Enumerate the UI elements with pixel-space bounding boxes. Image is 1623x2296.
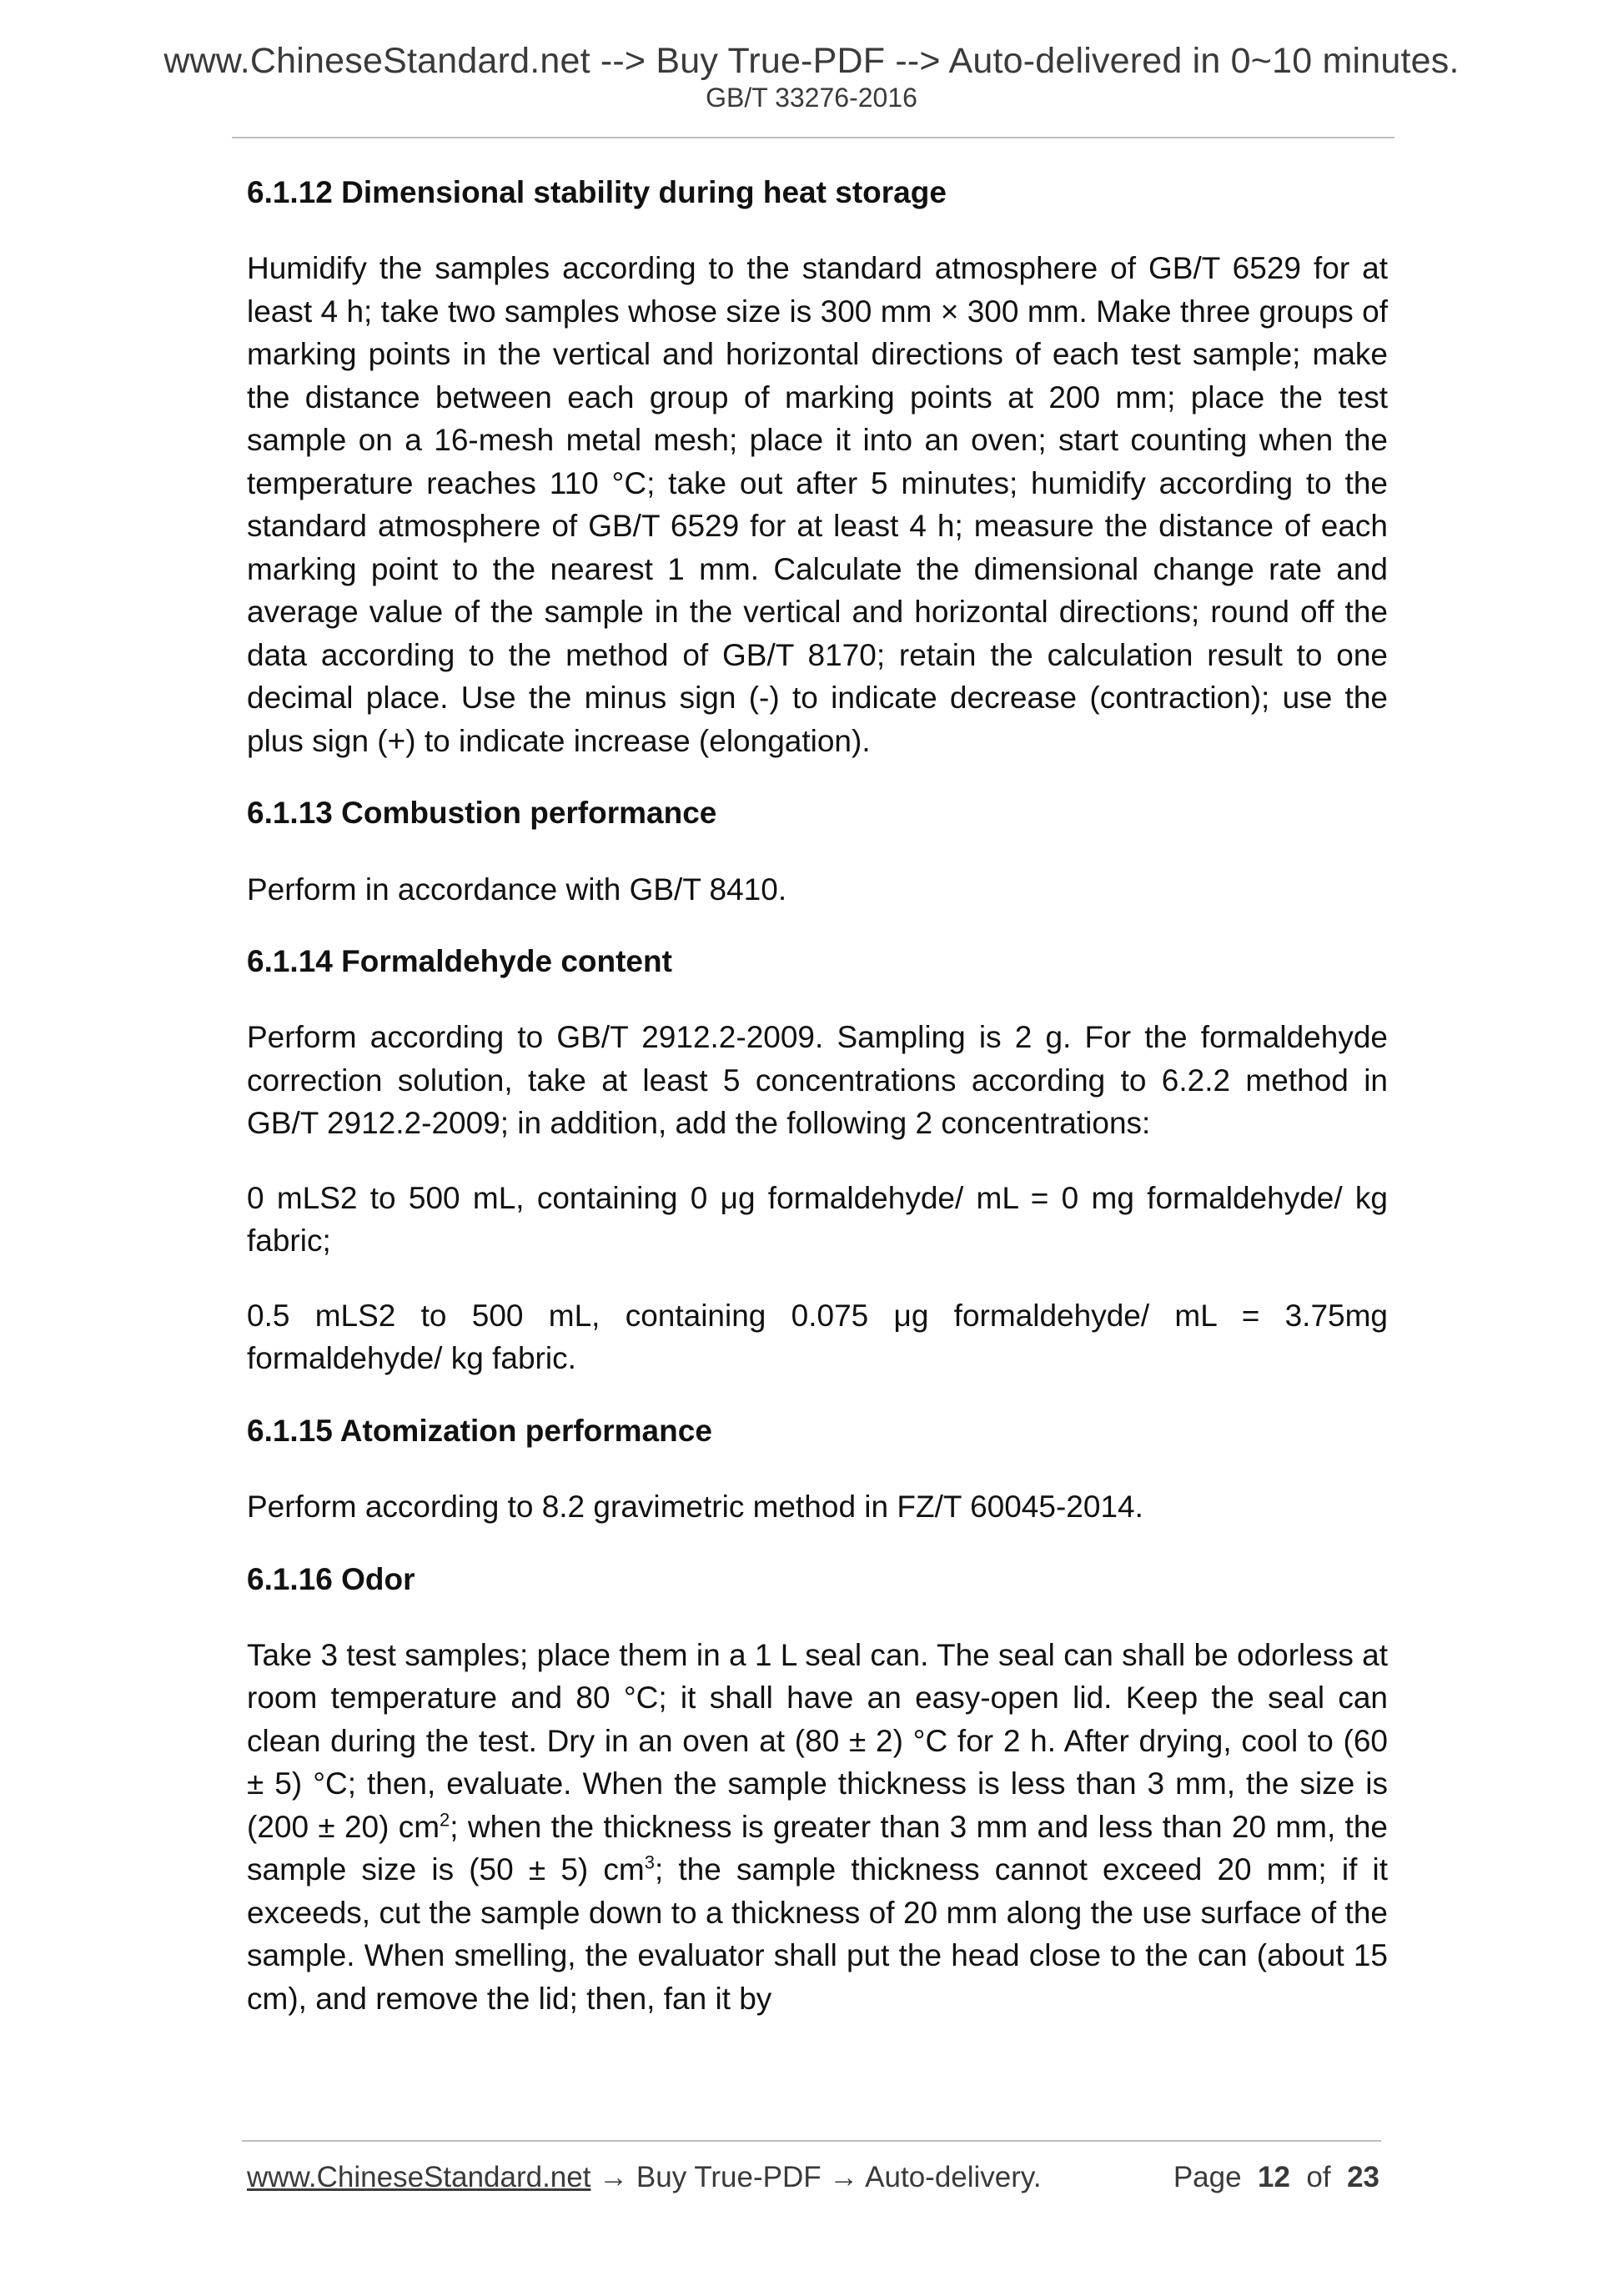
superscript-3: 3 <box>644 1851 655 1873</box>
top-banner: www.ChineseStandard.net --> Buy True-PDF --> Auto-delivered in 0~10 minutes. <box>163 41 1460 81</box>
page-label: Page <box>1173 2161 1242 2193</box>
paragraph-concentration-1: 0 mLS2 to 500 mL, containing 0 μg formaldehyde/ mL = 0 mg formaldehyde/ kg fabric; <box>247 1180 1388 1259</box>
paragraph-odor <box>247 1634 1388 2021</box>
document-code: GB/T 33276-2016 <box>706 83 917 113</box>
page-content <box>247 173 1388 2020</box>
footer-promo <box>247 2163 1042 2192</box>
odor-text-part-1: Take 3 test samples; place them in a 1 L seal can. The seal can shall be odorless at room temperature and 80 °C; it shall have an easy-open lid. Keep the seal can clean during the test. Dry in an oven at (80 ± 2) °C for 2 h. After drying, cool to (60 ± 5) °C; then, evaluate. When the sample thickness is less than 3 mm, the size is (200 ± 20) cm <box>247 1637 1388 1844</box>
odor-text-part-2: ; when the thickness is greater than 3 mm and less than 20 mm, the sample size is (50 ± 5) cm <box>247 1809 1388 1887</box>
section-heading-6-1-12: 6.1.12 Dimensional stability during heat storage <box>247 175 947 209</box>
page-number <box>1173 2163 1379 2192</box>
footer-promo-text: → Buy True-PDF → Auto-delivery. <box>590 2161 1042 2193</box>
page-current: 12 <box>1258 2161 1290 2193</box>
header-divider <box>232 137 1394 138</box>
section-heading-6-1-14: 6.1.14 Formaldehyde content <box>247 944 672 978</box>
paragraph-combustion: Perform in accordance with GB/T 8410. <box>247 872 787 907</box>
odor-text-part-3: ; the sample thickness cannot exceed 20 mm; if it exceeds, cut the sample down to a thickness of 20 mm along the use surface of the sample. When smelling, the evaluator shall put the head close to the can (about 15 cm), and remove the lid; then, fan it by <box>247 1852 1389 2016</box>
paragraph-concentration-2: 0.5 mLS2 to 500 mL, containing 0.075 μg formaldehyde/ mL = 3.75mg formaldehyde/ kg fabric. <box>247 1298 1388 1376</box>
paragraph-heat-storage: Humidify the samples according to the standard atmosphere of GB/T 6529 for at least 4 h; take two samples whose size is 300 mm × 300 mm. Make three groups of marking points in the vertical and horizontal directions of each test sample; make the distance between each group of marking points at 200 mm; place the test sample on a 16-mesh metal mesh; place it into an oven; start counting when the temperature reaches 110 °C; take out after 5 minutes; humidify according to the standard atmosphere of GB/T 6529 for at least 4 h; measure the distance of each marking point to the nearest 1 mm. Calculate the dimensional change rate and average value of the sample in the vertical and horizontal directions; round off the data according to the method of GB/T 8170; retain the calculation result to one decimal place. Use the minus sign (-) to indicate decrease (contraction); use the plus sign (+) to indicate increase (elongation). <box>247 251 1388 758</box>
footer-divider <box>242 2140 1381 2142</box>
paragraph-formaldehyde: Perform according to GB/T 2912.2-2009. Sampling is 2 g. For the formaldehyde correction solution, take at least 5 concentrations according to 6.2.2 method in GB/T 2912.2-2009; in addition, add the following 2 concentrations: <box>247 1020 1388 1141</box>
page-of: of <box>1306 2161 1331 2193</box>
section-heading-6-1-15: 6.1.15 Atomization performance <box>247 1413 712 1448</box>
footer-website-link[interactable]: www.ChineseStandard.net <box>247 2161 591 2193</box>
section-heading-6-1-16: 6.1.16 Odor <box>247 1561 415 1596</box>
superscript-2: 2 <box>440 1809 450 1831</box>
paragraph-atomization: Perform according to 8.2 gravimetric method in FZ/T 60045-2014. <box>247 1490 1143 1524</box>
section-heading-6-1-13: 6.1.13 Combustion performance <box>247 796 717 831</box>
page-total: 23 <box>1347 2161 1379 2193</box>
